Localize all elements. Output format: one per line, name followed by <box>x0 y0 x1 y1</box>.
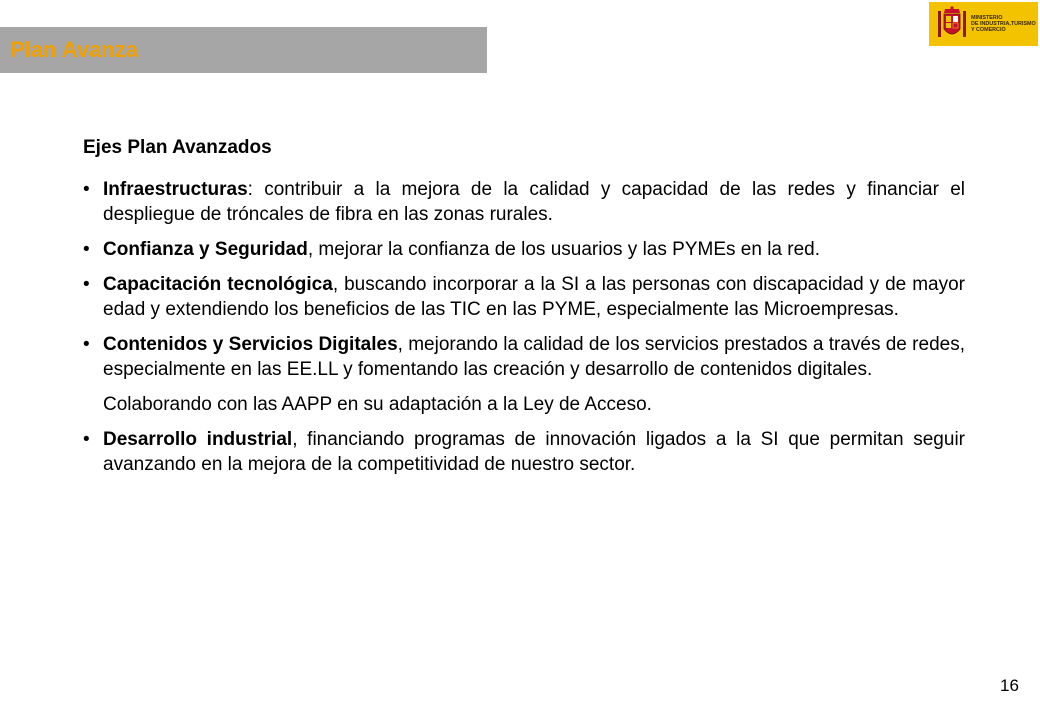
bullet-icon: • <box>83 274 90 295</box>
bullet-icon: • <box>83 334 90 355</box>
bullet-item-title: Infraestructuras <box>103 179 248 200</box>
bullet-item <box>83 272 965 322</box>
bullet-item <box>83 332 965 382</box>
bullet-item-title: Capacitación tecnológica <box>103 274 333 295</box>
bullet-icon: • <box>83 239 90 260</box>
bullet-item-text: , buscando incorporar a la SI a las personas con discapacidad y de mayor edad y extendiendo los beneficios de las TIC en las PYME, especialmente las Microempresas. <box>103 274 965 320</box>
slide-body <box>83 135 965 487</box>
section-heading: Ejes Plan Avanzados <box>83 137 272 158</box>
ministry-logo <box>929 2 1038 46</box>
coat-of-arms-icon <box>935 5 969 43</box>
logo-line: DE INDUSTRIA,TURISMO <box>971 21 1036 27</box>
bullet-icon: • <box>83 429 90 450</box>
bullet-item-title: Desarrollo industrial <box>103 429 293 450</box>
logo-text <box>971 15 1037 33</box>
logo-line: Y COMERCIO <box>971 27 1006 33</box>
bullet-item-text: , mejorando la calidad de los servicios prestados a través de redes, especialmente en las EE.LL y fomentando las creación y desarrollo de contenidos digitales. <box>103 334 965 380</box>
extra-paragraph: Colaborando con las AAPP en su adaptación a la Ley de Acceso. <box>103 394 652 415</box>
bullet-item-title: Confianza y Seguridad <box>103 239 308 260</box>
bullet-item <box>83 177 965 227</box>
bullet-icon: • <box>83 179 90 200</box>
title-bar <box>0 27 487 73</box>
bullet-item-text: : contribuir a la mejora de la calidad y capacidad de las redes y financiar el despliegue de tróncales de fibra en las zonas rurales. <box>103 179 965 225</box>
bullet-item-title: Contenidos y Servicios Digitales <box>103 334 398 355</box>
bullet-item-text: , financiando programas de innovación ligados a la SI que permitan seguir avanzando en la mejora de la competitividad de nuestro sector. <box>103 429 965 475</box>
bullet-item-text: , mejorar la confianza de los usuarios y las PYMEs en la red. <box>307 239 820 260</box>
bullet-item <box>83 427 965 477</box>
page-number: 16 <box>1000 676 1019 695</box>
slide-title: Plan Avanza <box>10 37 138 62</box>
bullet-item <box>83 237 965 262</box>
logo-line: MINISTERIO <box>971 15 1003 21</box>
